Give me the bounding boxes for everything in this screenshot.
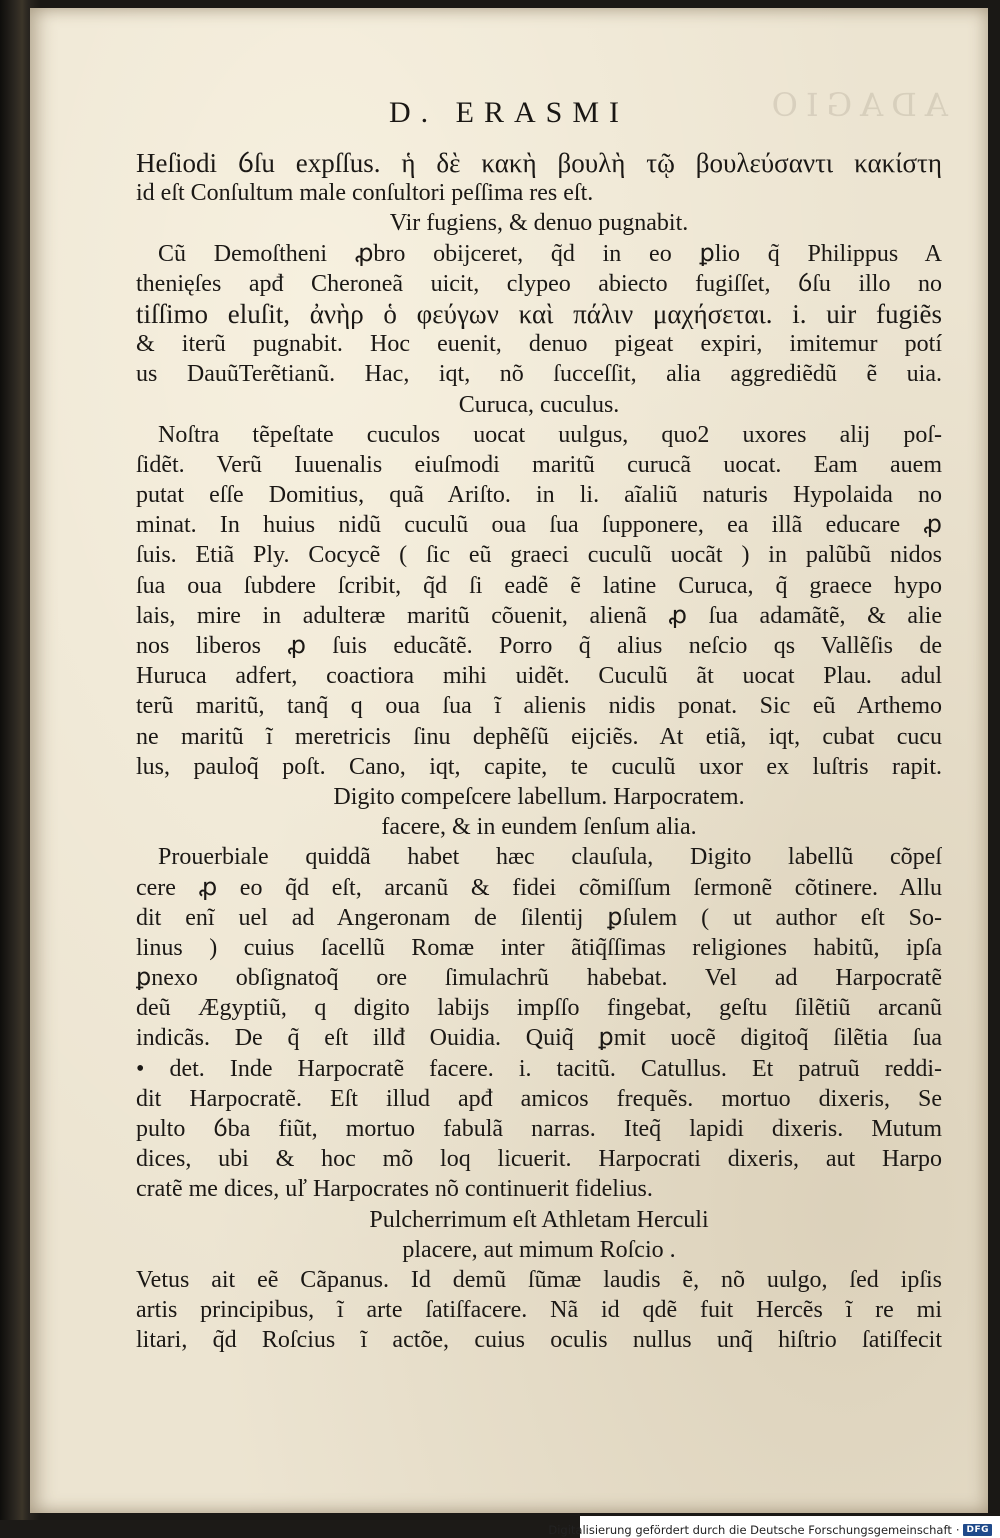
text-line: Heſiodi ỽſu expſſus. ἡ δὲ κακὴ βουλὴ τῷ βουλεύσαντι κακίστη: [136, 148, 942, 178]
running-head: D. ERASMI: [388, 96, 629, 129]
text-line: Prouerbiale quiddã habet hæc clauſula, Digito labellũ cõpeſ: [158, 844, 942, 871]
text-line: minat. In huius nidũ cuculũ oua ſua ſupponere, ea illã educare ꝓ: [136, 512, 942, 539]
text-line: terũ maritũ, tanq̃ q oua ſua ĩ alienis nidis ponat. Sic eũ Arthemo: [136, 693, 942, 720]
text-line: dices, ubi & hoc mõ loq licuerit. Harpocrati dixeris, aut Harpo: [136, 1146, 942, 1173]
text-line: lais, mire in adulteræ maritũ cõuenit, alienã ꝓ ſua adamãtẽ, & alie: [136, 602, 942, 629]
text-line: thenięſes apđ Cheroneã uicit, clypeo abiecto fugiſſet, ỽſu illo no: [136, 270, 942, 297]
text-line: • det. Inde Harpocratẽ facere. i. tacitũ. Catullus. Et patruũ reddi-: [136, 1055, 942, 1082]
text-line: ſua oua ſubdere ſcribit, q̃d ſi eadẽ ẽ latine Curuca, q̃ graece hypo: [136, 572, 942, 599]
text-line: Huruca adfert, coactiora mihi uidẽt. Cuculũ ãt uocat Plau. adul: [136, 663, 942, 690]
dfg-logo-icon: DFG: [963, 1524, 992, 1536]
text-line: Pulcherrimum eſt Athletam Herculi: [369, 1206, 709, 1233]
text-line: dit enĩ uel ad Angeronam de ſilentij ꝑſulem ( ut author eſt So-: [136, 904, 942, 931]
text-line: placere, aut mimum Roſcio .: [402, 1236, 676, 1263]
text-line: Noſtra tẽpeſtate cuculos uocat uulgus, quo2 uxores alij poſ-: [158, 421, 942, 448]
text-line: dit Harpocratẽ. Eſt illud apđ amicos frequẽs. mortuo dixeris, Se: [136, 1085, 942, 1112]
credit-text: Digitalisierung gefördert durch die Deutsche Forschungsgemeinschaft: [548, 1523, 952, 1537]
text-line: cratẽ me dices, uľ Harpocrates nõ continuerit fidelius.: [136, 1176, 653, 1203]
funding-credit: [548, 1523, 992, 1537]
text-line: Vir fugiens, & denuo pugnabit.: [389, 210, 689, 237]
text-line: cere ꝓ eo q̃d eſt, arcanũ & fidei cõmiſſum ſermonẽ cõtinere. Allu: [136, 874, 942, 901]
text-line: pulto ỽba fiũt, mortuo fabulã narras. Iteq̃ lapidi dixeris. Mutum: [136, 1116, 942, 1142]
text-line: artis principibus, ĩ arte ſatiſfacere. Nã id qdẽ fuit Hercẽs ĩ re mi: [136, 1297, 942, 1324]
text-line: facere, & in eundem ſenſum alia.: [381, 814, 697, 841]
text-line: lus, pauloq̃ poſt. Cano, iqt, capite, te cuculũ uxor ex luſtris rapit.: [136, 753, 942, 780]
text-line: Vetus ait eẽ Cãpanus. Id demũ ſũmæ laudis ẽ, nõ uulgo, ſed ipſis: [136, 1266, 942, 1293]
text-line: indicãs. De q̃ eſt illđ Ouidia. Quiq̃ ꝑmit uocẽ digitoq̃ ſilẽtia ſua: [136, 1025, 942, 1052]
text-line: Digito compeſcere labellum. Harpocratem.: [333, 783, 745, 810]
text-line: ſuis. Etiã Ply. Cocycẽ ( ſic eũ graeci cuculũ uocãt ) in palũbũ nidos: [136, 542, 942, 569]
text-line: ne maritũ ĩ meretricis ſinu dephẽſũ eijciẽs. At etiã, iqt, cubat cucu: [136, 723, 942, 750]
book-page: [30, 8, 988, 1513]
text-line: ſidẽt. Verũ Iuuenalis eiuſmodi maritũ curucã uocat. Eam auem: [136, 451, 942, 478]
show-through-text: ADAGIO: [763, 86, 948, 124]
text-line: ꝑnexo obſignatoq̃ ore ſimulachrũ habebat. Vel ad Harpocratẽ: [136, 965, 942, 992]
text-line: us DauũTerẽtianũ. Hac, iqt, nõ ſucceſſit, alia aggrediẽdũ ẽ uia.: [136, 361, 942, 388]
text-block: [136, 148, 942, 1356]
text-line: litari, q̃d Roſcius ĩ actõe, cuius oculis nullus unq̃ hiſtrio ſatiſfecit: [136, 1327, 942, 1354]
text-line: Curuca, cuculus.: [458, 391, 620, 418]
text-line: linus ) cuius ſacellũ Romæ inter ãtiq̃ſſimas religiones habitũ, ipſa: [136, 934, 942, 961]
credit-bar: [548, 1516, 1000, 1538]
text-line: putat eſſe Domitius, quã Ariſto. in li. aĩaliũ naturis Hypolaida no: [136, 482, 942, 509]
credit-separator: ·: [955, 1523, 960, 1537]
text-line: deũ Ægyptiũ, q digito labijs impſſo fingebat, geſtu ſilẽtiũ arcanũ: [136, 995, 942, 1022]
text-line: & iterũ pugnabit. Hoc euenit, denuo pigeat expiri, imitemur potí: [136, 331, 942, 358]
text-line: id eſt Conſultum male conſultori peſſima res eſt.: [136, 180, 594, 207]
text-line: nos liberos ꝓ ſuis educãtẽ. Porro q̃ alius neſcio qs Vallẽſis de: [136, 633, 942, 659]
text-line: tiſſimo eluſit, ἀνὴρ ὁ φεύγων καὶ πάλιν μαχήσεται. i. uir fugiẽs: [136, 298, 942, 329]
text-line: Cũ Demoſtheni ꝓbro obijceret, q̃d in eo ꝑlio q̃ Philippus A: [158, 240, 942, 267]
